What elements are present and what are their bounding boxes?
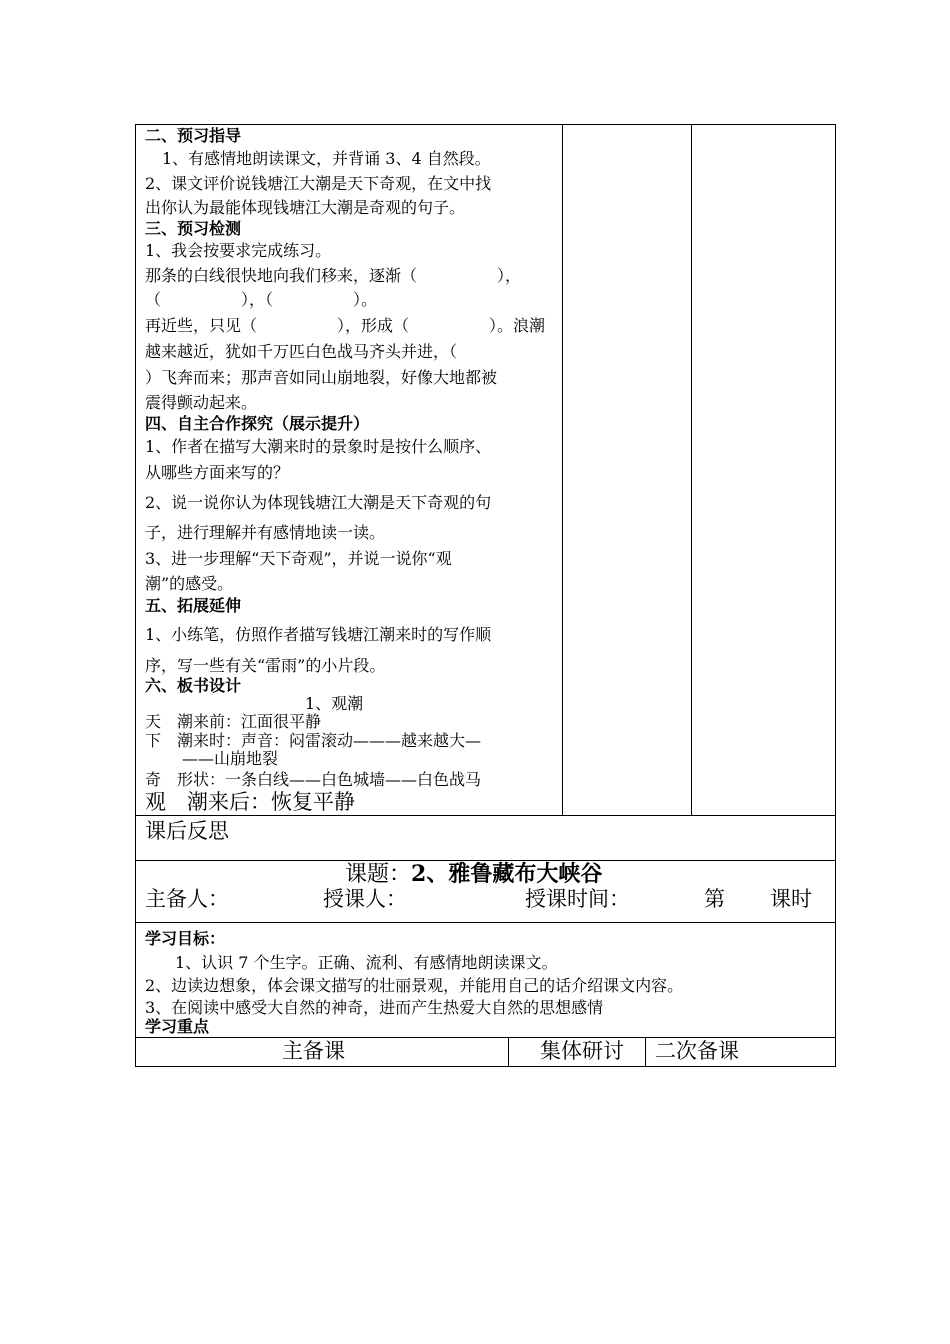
board-row-4: 观 潮来后：恢复平静 (145, 790, 355, 814)
preview-check-line-3: （ ），（ ）。 (145, 290, 378, 309)
lesson-title-main: 2、雅鲁藏布大峡谷 (411, 861, 603, 887)
table-border-left (135, 124, 136, 1067)
preparer-label: 主备人： (145, 887, 229, 911)
column-divider-group (508, 1037, 509, 1067)
preview-guide-item-2: 2、课文评价说钱塘江大潮是天下奇观，在文中找 (145, 174, 492, 193)
goal-1: 1、认识 7 个生字。正确、流利、有感情地朗读课文。 (175, 953, 558, 972)
extension-line-2: 序，写一些有关“雷雨”的小片段。 (145, 656, 386, 675)
table-border-bottom (135, 1066, 836, 1067)
preview-check-line-7: 震得颤动起来。 (145, 393, 258, 412)
explore-line-6: 潮”的感受。 (145, 574, 234, 593)
preview-guide-item-1: 1、有感情地朗读课文，并背诵 3、4 自然段。 (162, 149, 491, 168)
section-title-preview-guide: 二、预习指导 (145, 126, 242, 145)
column-group-discussion: 集体研讨 (540, 1039, 624, 1063)
teaching-time-label: 授课时间： (525, 887, 630, 911)
table-border-right (835, 124, 836, 1067)
explore-line-2: 从哪些方面来写的？ (145, 463, 290, 482)
preview-check-line-2: 那条的白线很快地向我们移来，逐渐（ ）， (145, 266, 522, 285)
board-row-2-cont: ——山崩地裂 (182, 749, 279, 768)
column-divider-second (645, 1037, 646, 1067)
reflection-label: 课后反思 (145, 819, 229, 843)
section-title-preview-check: 三、预习检测 (145, 219, 242, 238)
preview-check-line-6: ）飞奔而来；那声音如同山崩地裂，好像大地都被 (145, 368, 498, 387)
board-row-3: 奇 形状：一条白线——白色城墙——白色战马 (145, 770, 482, 789)
section-title-board: 六、板书设计 (145, 676, 242, 695)
preview-check-line-4: 再近些，只见（ ），形成（ ）。浪潮 (145, 316, 546, 335)
table-border-top (135, 124, 836, 125)
goal-2: 2、边读边想象，体会课文描写的壮丽景观，并能用自己的话介绍课文内容。 (145, 976, 684, 995)
explore-line-3: 2、说一说你认为体现钱塘江大潮是天下奇观的句 (145, 493, 492, 512)
column-main-prep: 主备课 (282, 1039, 345, 1063)
column-divider-1 (562, 124, 563, 815)
goal-3: 3、在阅读中感受大自然的神奇，进而产生热爱大自然的思想感情 (145, 998, 604, 1017)
board-row-1: 天 潮来前：江面很平静 (145, 712, 322, 731)
row-divider-goals (135, 922, 836, 923)
period-label-b: 课时 (770, 887, 812, 911)
explore-line-1: 1、作者在描写大潮来时的景象时是按什么顺序、 (145, 437, 492, 456)
column-second-prep: 二次备课 (655, 1039, 739, 1063)
preview-check-line-1: 1、我会按要求完成练习。 (145, 241, 332, 260)
preview-check-line-5: 越来越近，犹如千万匹白色战马齐头并进，（ (145, 342, 458, 361)
teacher-label: 授课人： (323, 887, 407, 911)
extension-line-1: 1、小练笔，仿照作者描写钱塘江潮来时的写作顺 (145, 625, 492, 644)
section-title-extension: 五、拓展延伸 (145, 596, 242, 615)
row-divider-reflection (135, 815, 836, 816)
period-label-a: 第 (704, 887, 725, 911)
focus-title: 学习重点 (145, 1017, 210, 1036)
board-heading: 1、观潮 (305, 694, 364, 713)
section-title-explore: 四、自主合作探究（展示提升） (145, 414, 370, 433)
goals-title: 学习目标： (145, 929, 226, 948)
explore-line-4: 子，进行理解并有感情地读一读。 (145, 523, 386, 542)
lesson-title-prefix: 课题： (345, 862, 412, 887)
board-row-2: 下 潮来时：声音：闷雷滚动———越来越大— (145, 731, 482, 750)
preview-guide-item-2-cont: 出你认为最能体现钱塘江大潮是奇观的句子。 (145, 198, 466, 217)
column-divider-2 (691, 124, 692, 815)
explore-line-5: 3、进一步理解“天下奇观”，并说一说你“观 (145, 549, 452, 568)
lesson-title (345, 861, 602, 888)
